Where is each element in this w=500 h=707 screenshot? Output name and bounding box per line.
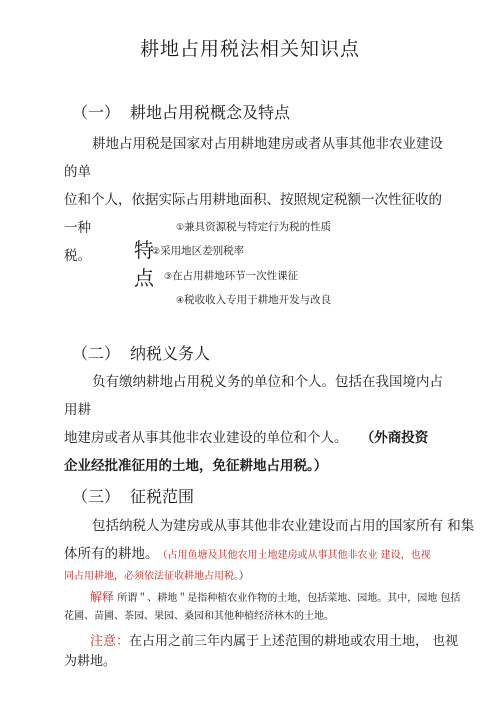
scope-line: 体所有的耕地。 （占用鱼塘及其他农用土地建房或从事其他非农业 建设，也视 bbox=[64, 546, 431, 562]
section-2-title: 纳税义务人 bbox=[130, 344, 211, 363]
taxpayer-line: 地建房或者从事其他非农业建设的单位和个人。 （外商投资 bbox=[64, 430, 429, 446]
definition-line: 耕地占用税是国家对占用耕地建房或者从事其他非农业建设的单 bbox=[64, 136, 443, 180]
explain-line: 解释 所谓＂、耕地＂是指种植农业作物的土地，包括菜地、园地。其中，园地 包括 bbox=[90, 590, 461, 604]
scope-line: 包括纳税人为建房或从事其他非农业建设而占用的国家所有 和集 bbox=[92, 518, 475, 534]
scope-red-note-cont: 同占用耕地，必须依法征收耕地占用税。） bbox=[64, 571, 249, 582]
section-2-body bbox=[64, 368, 456, 480]
section-2-number: （二） bbox=[72, 344, 121, 363]
section-3-body bbox=[64, 512, 475, 570]
feature-item-4: ④税收收入专用于耕地开发与改良 bbox=[176, 294, 332, 306]
notice-line-cont: 为耕地。 bbox=[64, 654, 117, 669]
foreign-investment-note: （外商投资 bbox=[367, 430, 429, 446]
section-2-heading bbox=[72, 341, 210, 364]
notice-line: 注意：在占用之前三年内属于上述范围的耕地或农用土地， 也视 bbox=[90, 634, 459, 649]
definition-line: 位和个人，依据实际占用耕地面积、按照规定税额一次性征收的一种 bbox=[64, 192, 442, 236]
section-3-number: （三） bbox=[72, 487, 121, 506]
feature-item-1: ①兼具资源税与特定行为税的性质 bbox=[176, 221, 332, 233]
section-1-title: 耕地占用税概念及特点 bbox=[130, 103, 291, 122]
feature-item-3: ③在占用耕地环节一次性课征 bbox=[164, 270, 299, 282]
features-char-1: 特 bbox=[134, 238, 154, 262]
section-3-title: 征税范围 bbox=[130, 487, 195, 506]
section-1-number: （一） bbox=[72, 103, 121, 122]
scope-red-note: （占用鱼塘及其他农用土地建房或从事其他非农业 建设，也视 bbox=[162, 550, 431, 561]
explain-label: 解释 bbox=[90, 590, 115, 604]
page-title: 耕地占用税法相关知识点 bbox=[139, 38, 360, 60]
foreign-investment-note-cont: 企业经批准征用的土地，免征耕地占用税。） bbox=[64, 458, 328, 474]
notice-label: 注意： bbox=[90, 634, 130, 649]
section-1-heading bbox=[72, 100, 290, 123]
section-3-heading bbox=[72, 484, 194, 507]
features-char-2: 点 bbox=[134, 266, 154, 290]
explain-line-cont: 花圃、苗圃、茶园、果园、桑园和其他种植经济林木的土地。 bbox=[64, 611, 334, 622]
feature-item-2: ②采用地区差别税率 bbox=[152, 245, 245, 257]
section-1-definition bbox=[64, 130, 444, 270]
definition-line: 税。 bbox=[64, 248, 91, 264]
taxpayer-line: 负有缴纳耕地占用税义务的单位和个人。包括在我国境内占 用耕 bbox=[64, 374, 443, 418]
